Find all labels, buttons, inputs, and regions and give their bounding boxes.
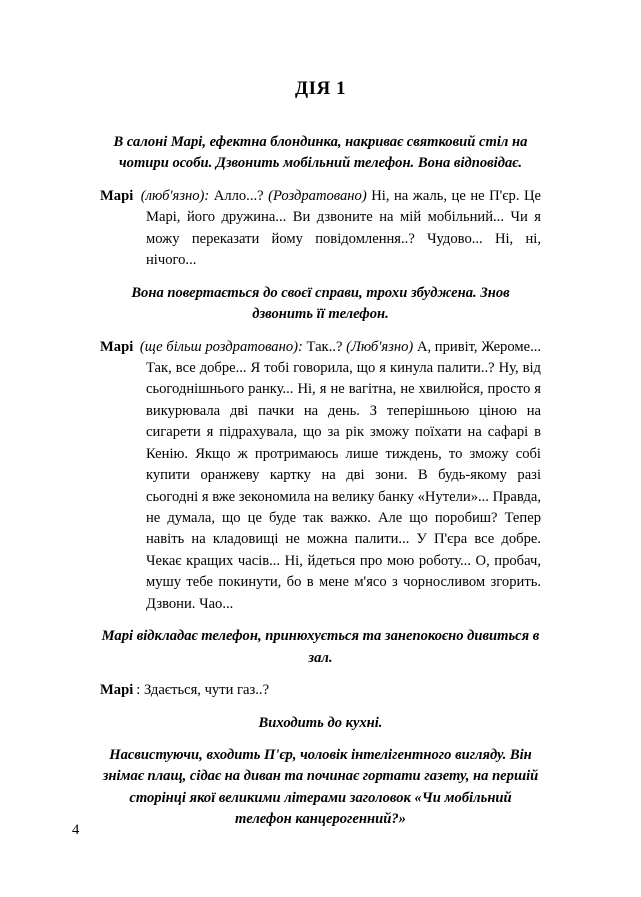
dialogue-text: Алло...? xyxy=(213,187,269,204)
dialogue-text: : xyxy=(136,682,144,699)
document-body xyxy=(100,132,541,831)
speaker-name: Марі xyxy=(100,187,134,204)
stage-direction: В салоні Марі, ефектна блондинка, накриває святковий стіл на чотири особи. Дзвонить мобільний телефон. Вона відповідає. xyxy=(113,134,528,172)
dialogue-parenthetical: (люб'язно): xyxy=(136,187,214,204)
dialogue-line xyxy=(100,680,541,701)
stage-direction: Вона повертається до своєї справи, трохи збуджена. Знов дзвонить її телефон. xyxy=(131,284,510,323)
speaker-name: Марі xyxy=(100,682,134,699)
dialogue-line xyxy=(100,337,541,616)
dialogue-text: Так..? xyxy=(306,338,347,355)
dialogue-text: Ні, на жаль, це не П'єр. Це Марі, його дружина... Ви дзвоните на мій мобільний... Чи я можу переказати йому повідомлення..? Чудово... Ні, ні, нічого... xyxy=(146,187,542,269)
dialogue-line xyxy=(100,186,541,272)
page-number: 4 xyxy=(72,822,80,838)
stage-direction: Марі відкладає телефон, принюхується та занепокоєно дивиться в зал. xyxy=(101,628,540,666)
dialogue-text: Здається, чути газ..? xyxy=(143,682,270,699)
stage-direction: Насвистуючи, входить П'єр, чоловік інтелігентного вигляду. Він знімає плащ, сідає на диван та починає гортати газету, на першій сторінці якої великими літерами заголовок «Чи мобільний телефон канцерогенний?» xyxy=(102,746,539,828)
dialogue-parenthetical: (ще більш роздратовано): xyxy=(136,338,307,355)
stage-direction: Виходить до кухні. xyxy=(258,714,383,731)
dialogue-parenthetical: (Люб'язно) xyxy=(346,338,417,355)
speaker-name: Марі xyxy=(100,338,134,355)
dialogue-text: А, привіт, Жероме... Так, все добре... Я тобі говорила, що я кинула палити..? Ну, від сьогоднішнього ранку... Ні, я не вагітна, не хвилюйся, просто я викурювала дві пачки на день. З теперішньою ціною на сигарети я підрахувала, що за рік зможу поїхати на сафарі в Кенію. Якщо ж протримаюсь лише тиждень, то зможу собі купити оранжеву картку на дві зони. В будь-якому разі сьогодні я вже зекономила на велику банку «Нутели»... Правда, не думала, що це буде так важко. Але що поробиш? Тепер навіть на кладовищі не можна палити... У П'єра все добре. Чекає кращих часів... Ні, йдеться про мою роботу... О, пробач, мушу тебе покинути, бо в мене м'ясо з чорносливом згорить. Дзвони. Чао... xyxy=(146,338,542,612)
page-title: ДІЯ 1 xyxy=(295,78,346,99)
dialogue-parenthetical: (Роздратовано) xyxy=(268,187,372,204)
